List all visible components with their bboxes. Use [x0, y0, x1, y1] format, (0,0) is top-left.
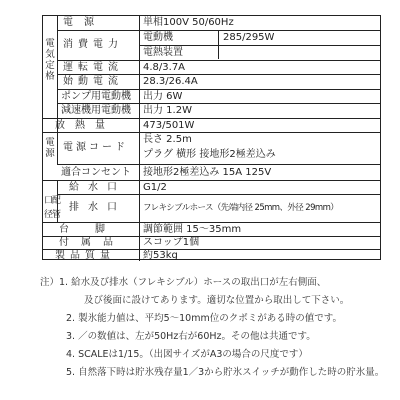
value-drain: フレキシブルホース（先端内径 25mm、外径 29mm） [143, 203, 339, 213]
divider [57, 16, 58, 164]
note-1-line-1: 注）1. 給水及び排水（フレキシブル）ホースの取出口が左右側面、 [40, 277, 327, 288]
label-starting-current: 始動電流 [63, 76, 123, 87]
sub-label-heater: 電熱装置 [143, 47, 183, 58]
value-starting-current: 28.3/26.4A [143, 76, 198, 87]
value-cord-length: 長さ 2.5m [143, 134, 192, 145]
value-power-supply: 単相100V 50/60Hz [143, 17, 234, 28]
label-pump-motor: ポンプ用電動機 [61, 91, 131, 102]
group-piping-line1: 口配 [44, 196, 61, 206]
label-heat-release: 放熱量 [55, 120, 115, 131]
label-water-supply: 給水口 [69, 182, 126, 193]
row-divider [57, 103, 381, 104]
row-divider [57, 194, 381, 195]
row-divider [57, 60, 381, 61]
label-accessories: 付属品 [59, 237, 125, 248]
row-divider [43, 222, 381, 223]
value-legs: 調節範囲 15～35mm [143, 224, 242, 235]
group-electrical-rating: 電気定格 [45, 38, 55, 82]
value-accessories: スコップ1個 [143, 237, 200, 248]
label-power-consumption: 消費電力 [63, 39, 123, 50]
label-weight: 製品質量 [55, 250, 115, 261]
value-pump-motor: 出力 6W [143, 91, 183, 102]
value-motor-power: 285/295W [223, 32, 275, 43]
note-5: 5. 自然落下時は貯氷残存量1／3から貯氷スイッチが動作した時の貯氷量。 [66, 367, 385, 378]
note-4: 4. SCALEは1/15。（出図サイズがA3の場合の尺度です） [66, 349, 308, 360]
row-divider [57, 74, 381, 75]
label-power-cord: 電源コード [63, 142, 128, 153]
label-running-current: 運転電流 [63, 62, 123, 73]
note-2-line-1: 2. 製氷能力値は、平均5～10mm位のクボミがある時の値です。 [66, 313, 342, 324]
value-heat-release: 473/501W [143, 120, 195, 131]
group-power-cord: 電源 [45, 137, 55, 159]
label-reducer-motor: 減速機用電動機 [61, 105, 131, 116]
value-running-current: 4.8/3.7A [143, 62, 186, 73]
value-weight: 約53kg [143, 250, 178, 261]
note-1-line-2: 及び後面に設けてあります。適切な位置から取出して下さい。 [84, 295, 350, 306]
row-divider [57, 164, 381, 165]
note-3: 3. ／の数値は、左が50Hz右が60Hz。その他は共通です。 [66, 331, 316, 342]
value-water-supply: G1/2 [143, 182, 167, 193]
value-reducer-motor: 出力 1.2W [143, 105, 192, 116]
row-divider [57, 89, 381, 90]
sub-label-motor: 電動機 [143, 32, 173, 43]
value-outlet: 接地形2極差込み 15A 125V [143, 167, 272, 178]
spec-table [42, 15, 381, 260]
divider [139, 16, 140, 261]
label-drain: 排水口 [69, 202, 126, 213]
group-piping-line2: 径管 [44, 210, 61, 220]
row-divider [139, 45, 381, 46]
row-divider [43, 118, 381, 119]
row-divider [43, 180, 381, 181]
label-power-supply: 電源 [63, 17, 105, 28]
row-divider [43, 132, 381, 133]
value-plug-type: プラグ 横形 接地形2極差込み [143, 149, 276, 160]
row-divider [57, 30, 381, 31]
label-legs: 台脚 [59, 224, 131, 235]
label-outlet: 適合コンセント [61, 167, 131, 178]
